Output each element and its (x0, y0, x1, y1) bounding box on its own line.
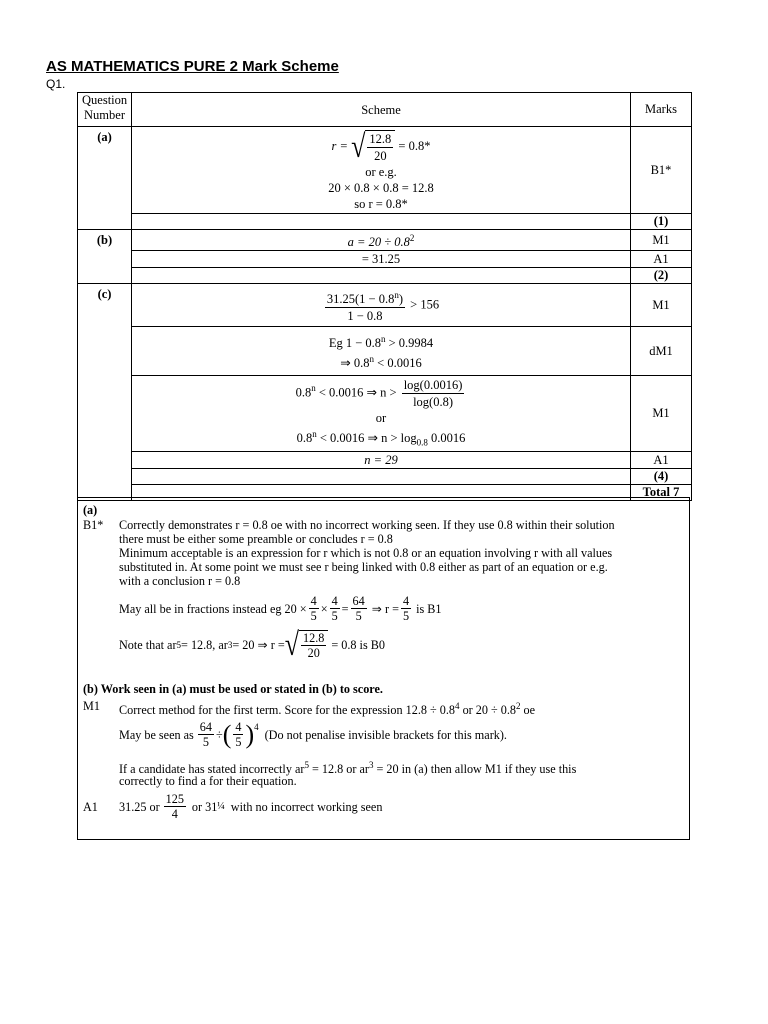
page-title: AS MATHEMATICS PURE 2 Mark Scheme (46, 58, 339, 75)
notes-part-b-heading: (b) Work seen in (a) must be used or stated in (b) to score. (83, 682, 383, 696)
square-root: √ $\frac{12.8}{20}$ (351, 130, 395, 164)
guidance-notes (77, 497, 690, 840)
note-text: substituted in. At some point we must see r being linked with 0.8 either as part of an equation or e.g. (119, 560, 608, 574)
subtotal-cell: (4) (631, 469, 692, 485)
mark-code: A1 (83, 800, 98, 814)
square-root: √ $\frac{12.8}{20}$ (285, 630, 329, 660)
table-row (78, 327, 692, 376)
table-row (78, 230, 692, 251)
mark-cell: M1 (631, 376, 692, 452)
seen-as-example: May be seen as $\frac{64}{5}$ ÷ ( $\frac{4}{5}$ ) $^4$ (Do not penalise invisible brackets for this mark). (119, 719, 507, 749)
mark-cell: M1 (631, 230, 692, 251)
scheme-cell: $a = 20 \div 0.8^2$ (132, 230, 631, 251)
mark-cell: A1 (631, 251, 692, 268)
scheme-cell: n = 29 (132, 452, 631, 469)
scheme-cell: r = √ $\frac{12.8}{20}$ = 0.8* or e.g. 20 × 0.8 × 0.8 = 12.8 so r = 0.8* (132, 127, 631, 214)
note-text: with a conclusion r = 0.8 (119, 574, 241, 588)
scheme-header: Scheme (132, 93, 631, 127)
scheme-cell: Eg $1 - 0.8^n > 0.9984$ ⇒ $0.8^n < 0.0016$ (132, 327, 631, 376)
table-row (78, 452, 692, 469)
table-header-row (78, 93, 692, 127)
question-label: Q1. (46, 77, 66, 91)
mark-code: M1 (83, 699, 100, 713)
notes-part-a-heading: (a) (83, 503, 98, 517)
scheme-cell: $\frac{31.25(1 - 0.8^n)}{1 - 0.8}$ > 156 (132, 284, 631, 327)
mark-cell: dM1 (631, 327, 692, 376)
note-text: Correct method for the first term. Score for the expression $12.8 \div 0.8^4$ or $20 \div 0.8^2$ oe (119, 701, 536, 718)
scheme-cell: $0.8^n < 0.0016$ ⇒ n > $\frac{\log(0.0016)}{\log(0.8)}$ or $0.8^n < 0.0016$ ⇒ $n > \log_{0.8} 0.0016$ (132, 376, 631, 452)
note-text: If a candidate has stated incorrectly $ar^5 = 12.8$ or $ar^3 = 20$ in (a) then allow M1 if they use this (119, 760, 577, 777)
mark-cell: B1* (631, 127, 692, 214)
note-text: correctly to find a for their equation. (119, 774, 297, 788)
note-b0-example: Note that ar 5 = 12.8, ar 3 = 20 ⇒ r = √ $\frac{12.8}{20}$ = 0.8 is B0 (119, 626, 385, 663)
table-row (78, 268, 692, 284)
mark-cell: A1 (631, 452, 692, 469)
marks-header: Marks (631, 93, 692, 127)
note-text: 31.25 or $\frac{125}{4}$ or 31 ¼ with no incorrect working seen (119, 792, 383, 821)
table-row (78, 376, 692, 452)
question-part-b: (b) (78, 230, 132, 284)
note-text: Correctly demonstrates r = 0.8 oe with no incorrect working seen. If they use 0.8 within their solution (119, 518, 615, 532)
table-row (78, 469, 692, 485)
note-text: Minimum acceptable is an expression for r which is not 0.8 or an equation involving r with all values (119, 546, 613, 560)
question-number-header: Question Number (78, 93, 132, 127)
question-part-a: (a) (78, 127, 132, 230)
subtotal-cell: (2) (631, 268, 692, 284)
question-part-c: (c) (78, 284, 132, 501)
mark-cell: M1 (631, 284, 692, 327)
mark-scheme-table (77, 92, 692, 501)
table-row (78, 284, 692, 327)
scheme-cell: = 31.25 (132, 251, 631, 268)
fraction-example: May all be in fractions instead eg 20 × $\frac{4}{5}$ × $\frac{4}{5}$ = $\frac{64}{5}$ ⇒ r = $\frac{4}{5}$ is B1 (119, 594, 442, 623)
subtotal-cell: (1) (631, 214, 692, 230)
table-row (78, 214, 692, 230)
total-cell: Total 7 (631, 485, 692, 501)
mark-code: B1* (83, 518, 104, 532)
table-row (78, 251, 692, 268)
note-text: there must be either some preamble or concludes r = 0.8 (119, 532, 393, 546)
table-row (78, 127, 692, 214)
